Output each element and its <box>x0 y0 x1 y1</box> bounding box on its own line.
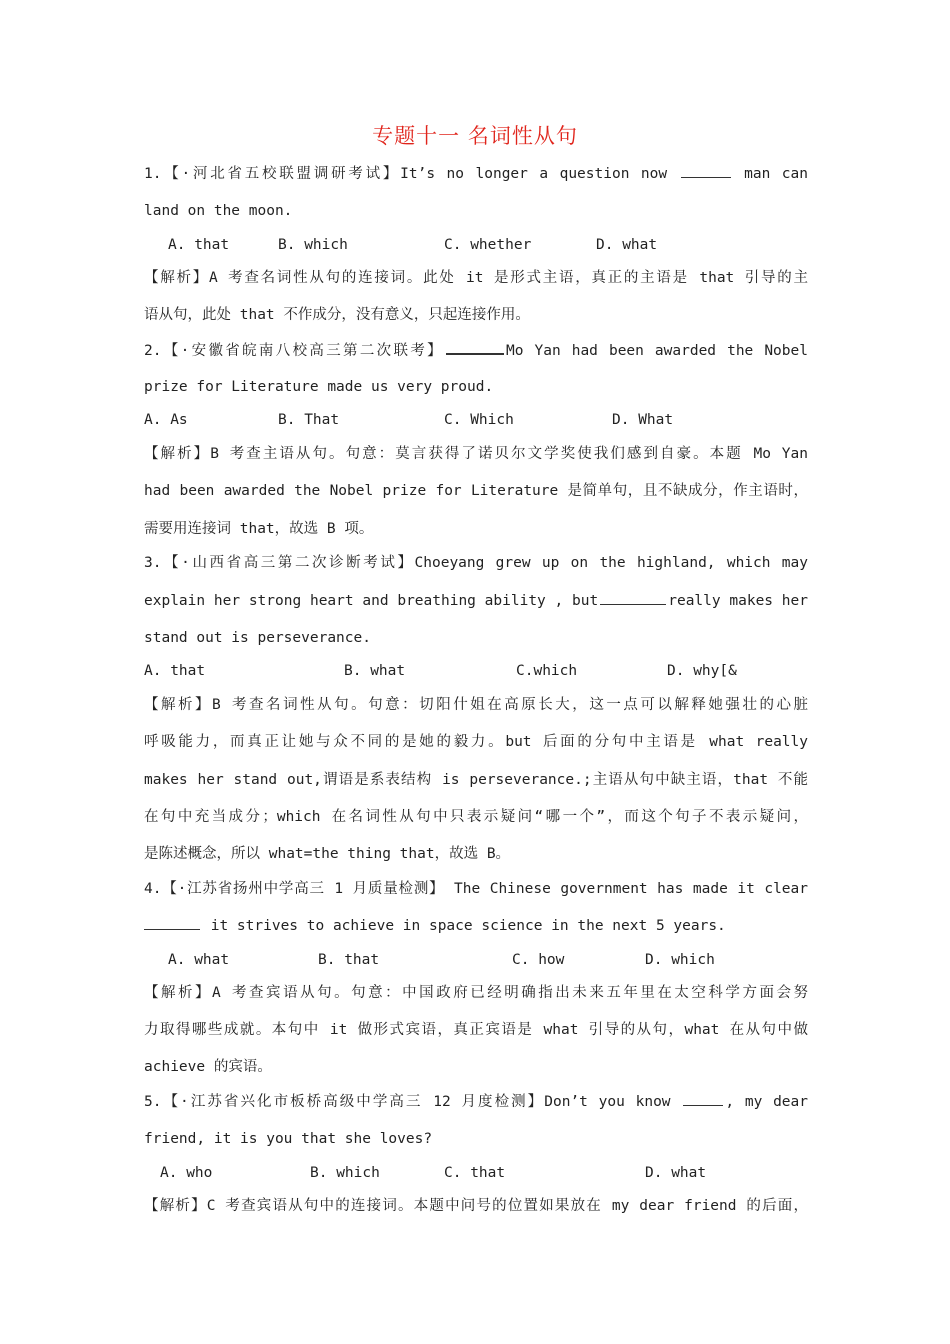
question-5-stem-2: friend, it is you that she loves? <box>144 1131 433 1147</box>
analysis-4-line-2: 力取得哪些成就。本句中 it 做形式宾语，真正宾语是 what 引导的从句，what 在从句中做 <box>144 1022 808 1038</box>
option-c: C.which <box>516 663 578 679</box>
option-b: B. That <box>278 412 340 428</box>
analysis-1-line-2: 语从句，此处 that 不作成分，没有意义，只起连接作用。 <box>144 307 530 323</box>
option-d: D. which <box>645 952 715 968</box>
page-title: 专题十一 名词性从句 <box>372 124 578 148</box>
question-3-stem: 3.【·山西省高三第二次诊断考试】Choeyang grew up on the highland, which may <box>144 555 808 571</box>
option-c: C. Which <box>444 412 514 428</box>
analysis-3-line-5: 是陈述概念，所以 what=the thing that，故选 B。 <box>144 846 511 862</box>
option-c: C. whether <box>444 237 532 253</box>
question-2-stem-2: prize for Literature made us very proud. <box>144 379 494 395</box>
question-2-stem: 2.【·安徽省皖南八校高三第二次联考】 Mo Yan had been awarded the Nobel <box>144 339 808 362</box>
option-a: A. who <box>160 1165 213 1181</box>
option-d: D. what <box>645 1165 707 1181</box>
question-3-stem-3: stand out is perseverance. <box>144 630 371 646</box>
analysis-2-line-2: had been awarded the Nobel prize for Literature 是简单句，且不缺成分，作主语时， <box>144 483 808 499</box>
option-c: C. that <box>444 1165 506 1181</box>
option-d: D. What <box>612 412 674 428</box>
analysis-4-line-3: achieve 的宾语。 <box>144 1059 272 1075</box>
analysis-4-line-1: 【解析】A 考查宾语从句。句意：中国政府已经明确指出未来五年里在太空科学方面会努 <box>144 985 808 1001</box>
analysis-2-line-3: 需要用连接词 that，故选 B 项。 <box>144 521 374 537</box>
question-4-stem: 4.【·江苏省扬州中学高三 1 月质量检测】 The Chinese government has made it clear <box>144 881 808 897</box>
analysis-2-line-1: 【解析】B 考查主语从句。句意：莫言获得了诺贝尔文学奖使我们感到自豪。本题 Mo Yan <box>144 446 808 462</box>
option-a: A. that <box>144 663 206 679</box>
option-b: B. which <box>310 1165 380 1181</box>
question-1-stem: 1.【·河北省五校联盟调研考试】It’s no longer a question now man can <box>144 163 808 185</box>
question-1-stem-2: land on the moon. <box>144 203 293 219</box>
question-4-stem-2: it strives to achieve in space science in the next 5 years. <box>144 915 808 937</box>
question-3-stem-2: explain her strong heart and breathing ability , but really makes her <box>144 590 808 612</box>
option-b: B. what <box>344 663 406 679</box>
analysis-3-line-3: makes her stand out,谓语是系表结构 is perseverance.;主语从句中缺主语，that 不能 <box>144 772 808 788</box>
analysis-3-line-1: 【解析】B 考查名词性从句。句意：切阳什姐在高原长大，这一点可以解释她强壮的心脏 <box>144 697 808 713</box>
analysis-3-line-4: 在句中充当成分；which 在名词性从句中只表示疑问“哪一个”，而这个句子不表示疑问， <box>144 809 808 825</box>
option-a: A. that <box>168 237 230 253</box>
analysis-1-line-1: 【解析】A 考查名词性从句的连接词。此处 it 是形式主语，真正的主语是 that 引导的主 <box>144 270 808 286</box>
option-d: D. why[& <box>667 663 737 679</box>
option-a: A. As <box>144 412 188 428</box>
question-5-stem: 5.【·江苏省兴化市板桥高级中学高三 12 月度检测】Don’t you know , my dear <box>144 1091 808 1113</box>
option-b: B. which <box>278 237 348 253</box>
analysis-5-line-1: 【解析】C 考查宾语从句中的连接词。本题中问号的位置如果放在 my dear friend 的后面， <box>144 1198 808 1214</box>
option-b: B. that <box>318 952 380 968</box>
analysis-3-line-2: 呼吸能力，而真正让她与众不同的是她的毅力。but 后面的分句中主语是 what really <box>144 734 808 750</box>
option-c: C. how <box>512 952 565 968</box>
option-a: A. what <box>168 952 230 968</box>
option-d: D. what <box>596 237 658 253</box>
